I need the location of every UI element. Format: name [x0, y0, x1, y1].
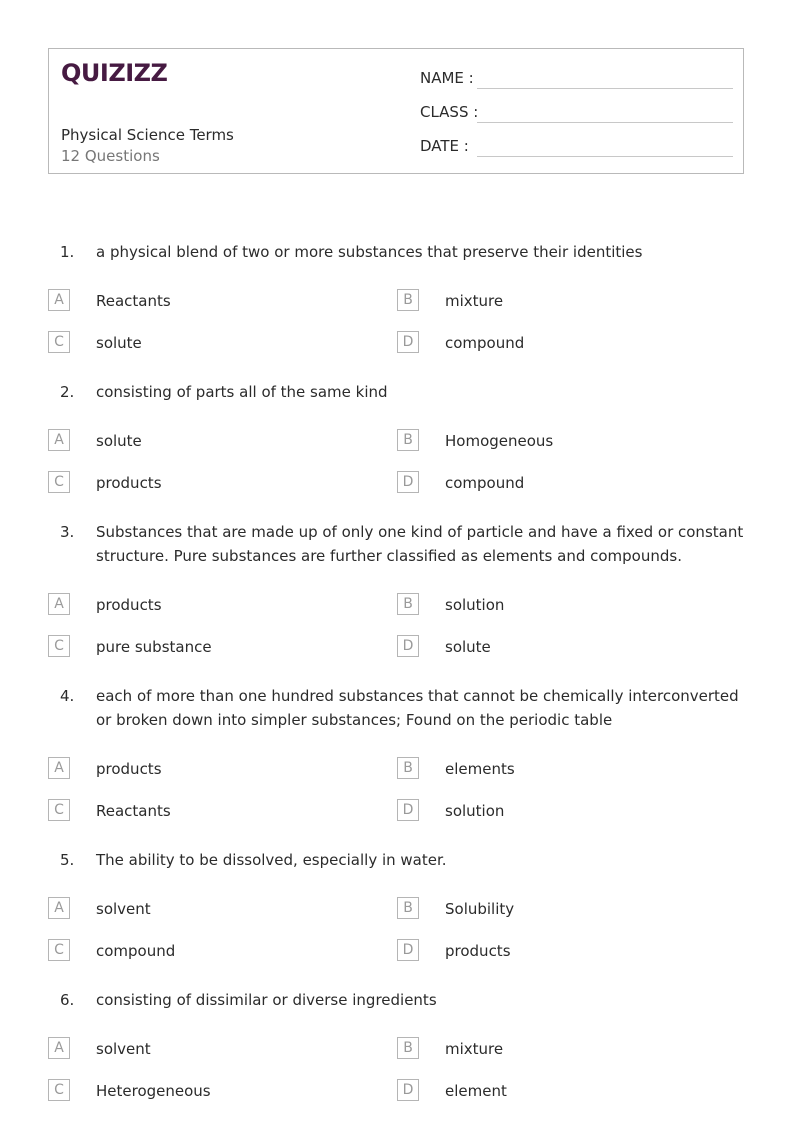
quizizz-logo: QUIZIZZ — [61, 59, 168, 87]
class-field — [420, 100, 733, 124]
question-text: a physical blend of two or more substances that preserve their identities — [96, 243, 643, 261]
name-line — [477, 88, 733, 89]
option-text: element — [445, 1082, 507, 1100]
option-letter-box: A — [48, 289, 70, 311]
date-label: DATE : — [420, 137, 469, 155]
question-number: 4. — [60, 687, 75, 705]
date-line — [477, 156, 733, 157]
option-letter-box: C — [48, 471, 70, 493]
option-letter-box: C — [48, 1079, 70, 1101]
question-number: 3. — [60, 523, 75, 541]
option-text: solution — [445, 802, 505, 820]
option-text: products — [96, 596, 162, 614]
option-letter-box: D — [397, 331, 419, 353]
option-letter-box: D — [397, 635, 419, 657]
option-letter-box: A — [48, 757, 70, 779]
option-letter-box: B — [397, 429, 419, 451]
option-text: solute — [445, 638, 491, 656]
option-text: solvent — [96, 1040, 151, 1058]
option-letter-box: A — [48, 429, 70, 451]
question-number: 5. — [60, 851, 75, 869]
option-text: solvent — [96, 900, 151, 918]
option-letter-box: D — [397, 799, 419, 821]
option-letter-box: D — [397, 471, 419, 493]
option-text: mixture — [445, 292, 504, 310]
class-line — [477, 122, 733, 123]
option-letter-box: C — [48, 939, 70, 961]
option-letter-box: D — [397, 939, 419, 961]
question-number: 1. — [60, 243, 75, 261]
option-text: Heterogeneous — [96, 1082, 211, 1100]
option-letter-box: A — [48, 593, 70, 615]
date-field — [420, 134, 733, 158]
question-count: 12 Questions — [61, 147, 160, 165]
option-text: pure substance — [96, 638, 212, 656]
option-letter-box: A — [48, 897, 70, 919]
option-letter-box: C — [48, 635, 70, 657]
option-text: solution — [445, 596, 505, 614]
option-text: elements — [445, 760, 515, 778]
question-text: consisting of parts all of the same kind — [96, 383, 388, 401]
option-letter-box: B — [397, 593, 419, 615]
option-text: compound — [445, 334, 525, 352]
option-letter-box: B — [397, 897, 419, 919]
option-text: products — [96, 474, 162, 492]
question-number: 6. — [60, 991, 75, 1009]
option-letter-box: A — [48, 1037, 70, 1059]
question-text: consisting of dissimilar or diverse ingredients — [96, 991, 437, 1009]
worksheet-header — [48, 48, 744, 174]
option-text: products — [445, 942, 511, 960]
option-letter-box: B — [397, 289, 419, 311]
name-label: NAME : — [420, 69, 474, 87]
option-letter-box: B — [397, 757, 419, 779]
option-text: solute — [96, 432, 142, 450]
option-letter-box: D — [397, 1079, 419, 1101]
worksheet-title: Physical Science Terms — [61, 126, 234, 144]
option-letter-box: B — [397, 1037, 419, 1059]
option-text: Reactants — [96, 802, 171, 820]
option-text: Solubility — [445, 900, 515, 918]
question-text: The ability to be dissolved, especially in water. — [96, 851, 447, 869]
question-text: each of more than one hundred substances that cannot be chemically interconverted or broken down into simpler substances; Found on the periodic table — [96, 687, 739, 729]
option-text: Homogeneous — [445, 432, 554, 450]
option-letter-box: C — [48, 331, 70, 353]
option-text: products — [96, 760, 162, 778]
class-label: CLASS : — [420, 103, 479, 121]
name-field — [420, 66, 733, 90]
option-text: compound — [445, 474, 525, 492]
option-letter-box: C — [48, 799, 70, 821]
option-text: mixture — [445, 1040, 504, 1058]
option-text: solute — [96, 334, 142, 352]
option-text: Reactants — [96, 292, 171, 310]
option-text: compound — [96, 942, 176, 960]
question-number: 2. — [60, 383, 75, 401]
question-text: Substances that are made up of only one kind of particle and have a fixed or constant structure. Pure substances are further classified as elements and compounds. — [96, 523, 744, 565]
